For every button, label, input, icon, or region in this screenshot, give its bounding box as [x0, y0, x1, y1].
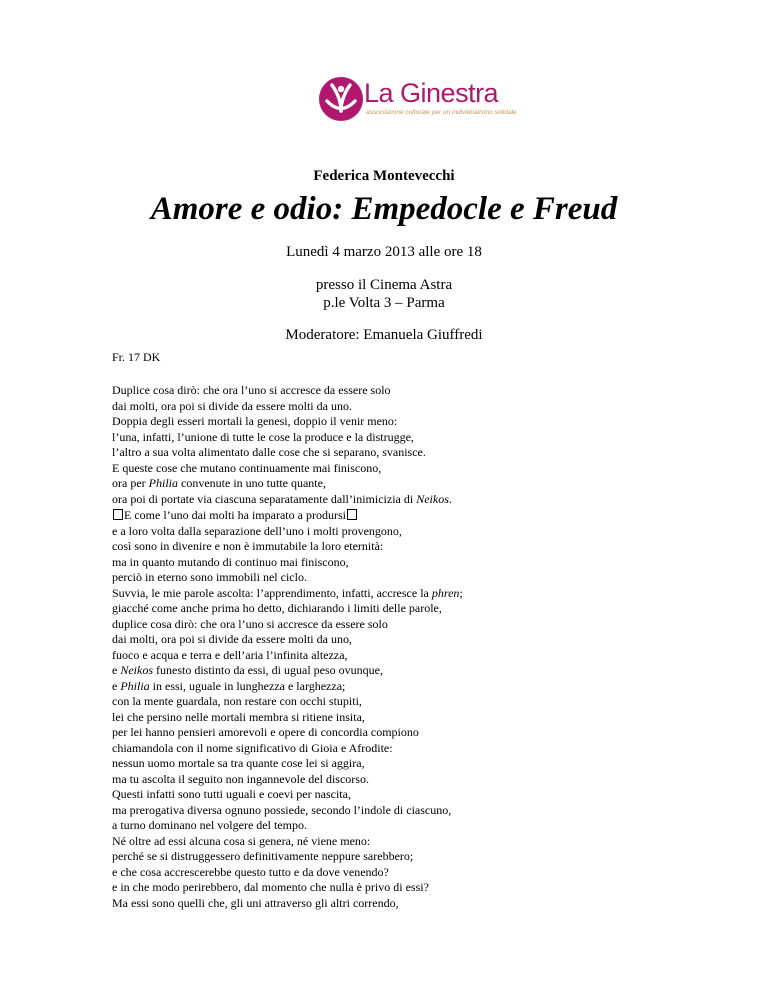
poem-stanza-2: [112, 508, 463, 911]
poem-line: lei che persino nelle mortali membra si ritiene insita,: [112, 709, 365, 724]
poem-emphasis: Neikos: [120, 663, 153, 677]
author-name: Federica Montevecchi: [313, 168, 455, 184]
poem-line: Duplice cosa dirò: che ora l’uno si accresce da essere solo: [112, 383, 391, 397]
poem-line: duplice cosa dirò: che ora l’uno si accresce da essere solo: [112, 616, 388, 631]
poem-line-text: E come l’uno dai molti ha imparato a prodursi: [124, 508, 346, 522]
poem-line: [112, 586, 463, 602]
poem-line: dai molti, ora poi si divide da essere molti da uno,: [112, 632, 352, 646]
poem-line: perciò in eterno sono immobili nel ciclo.: [112, 570, 307, 584]
poem-line-text: e: [112, 678, 121, 693]
poem-line: dai molti, ora poi si divide da essere molti da uno.: [112, 398, 352, 413]
poem-line: ma tu ascolta il seguito non ingannevole del discorso.: [112, 771, 369, 786]
poem-emphasis: phren: [431, 585, 460, 600]
logo: [318, 76, 528, 122]
poem-line: così sono in divenire e non è immutabile la loro eternità:: [112, 539, 384, 553]
poem-line: e che cosa accrescerebbe questo tutto e da dove venendo?: [112, 864, 389, 879]
poem-line: fuoco e acqua e terra e dell’aria l’infinita altezza,: [112, 647, 348, 662]
logo-tagline: associazione culturale per un individualismo solidale: [366, 109, 517, 116]
poem-line-text: convenute in uno tutte quante,: [178, 476, 326, 490]
poem-line: chiamandola con il nome significativo di Gioia e Afrodite:: [112, 740, 393, 755]
poem-emphasis: Neikos: [416, 491, 449, 506]
poem-line-text: funesto distinto da essi, di ugual peso ovunque,: [153, 663, 383, 677]
poem-line-text: ora poi di portate via ciascuna separatamente dall’inimicizia di: [112, 491, 417, 506]
missing-glyph-box-icon: [113, 509, 123, 520]
poem-line: l’altro a sua volta alimentato dalle cose che si separano, svanisce.: [112, 445, 426, 459]
poem-line: e in che modo perirebbero, dal momento che nulla è privo di essi?: [112, 880, 429, 894]
fragment-label: Fr. 17 DK: [112, 350, 161, 364]
poem-line: a turno dominano nel volgere del tempo.: [112, 818, 307, 832]
missing-glyph-box-icon: [347, 509, 357, 520]
poem-line: [112, 663, 463, 679]
poem-line: [112, 476, 452, 492]
poem-line-text: in essi, uguale in lunghezza e larghezza;: [149, 678, 346, 693]
poem-line: l’una, infatti, l’unione di tutte le cose la produce e la distrugge,: [112, 429, 414, 444]
poem-line: perché se si distruggessero definitivamente neppure sarebbero;: [112, 849, 414, 863]
poem-line: giacché come anche prima ho detto, dichiarando i limiti delle parole,: [112, 601, 442, 615]
poem-line: per lei hanno pensieri amorevoli e opere di concordia compiono: [112, 725, 419, 739]
poem-line: e a loro volta dalla separazione dell’uno i molti provengono,: [112, 523, 402, 538]
poem-line: [112, 492, 452, 508]
ginestra-logo-icon: [318, 76, 364, 122]
poem-line: E queste cose che mutano continuamente mai finiscono,: [112, 460, 382, 475]
poem-line: Questi infatti sono tutti uguali e coevi per nascita,: [112, 787, 351, 801]
poem-stanza-1: [112, 383, 452, 507]
poem-line: Né oltre ad essi alcuna cosa si genera, né viene meno:: [112, 833, 371, 848]
poem-line: [112, 679, 463, 695]
moderator: Moderatore: Emanuela Giuffredi: [285, 327, 483, 343]
poem-emphasis: Philia: [120, 678, 150, 693]
poem-line-text: .: [448, 491, 452, 506]
poem-line-text: e: [112, 663, 121, 677]
poem-line-text: ;: [459, 585, 463, 600]
document-title: Amore e odio: Empedocle e Freud: [150, 191, 618, 227]
poem-line: Ma essi sono quelli che, gli uni attraverso gli altri correndo,: [112, 895, 399, 910]
poem-line: ma prerogativa diversa ognuno possiede, secondo l’indole di ciascuno,: [112, 802, 452, 817]
poem-line: Doppia degli esseri mortali la genesi, doppio il venir meno:: [112, 414, 398, 428]
poem-line-text: Suvvia, le mie parole ascolta: l’apprendimento, infatti, accresce la: [112, 585, 432, 600]
poem-line-text: ora per: [112, 476, 149, 490]
poem-line: con la mente guardala, non restare con occhi stupiti,: [112, 694, 362, 708]
poem-line: [112, 508, 463, 524]
logo-name: La Ginestra: [364, 78, 499, 108]
poem-emphasis: Philia: [148, 476, 178, 490]
poem-line: nessun uomo mortale sa tra quante cose lei si aggira,: [112, 756, 365, 770]
venue-name: presso il Cinema Astra: [315, 277, 453, 293]
venue-address: p.le Volta 3 – Parma: [323, 295, 445, 311]
event-date: Lunedì 4 marzo 2013 alle ore 18: [286, 244, 482, 260]
poem-line: ma in quanto mutando di continuo mai finiscono,: [112, 554, 349, 569]
